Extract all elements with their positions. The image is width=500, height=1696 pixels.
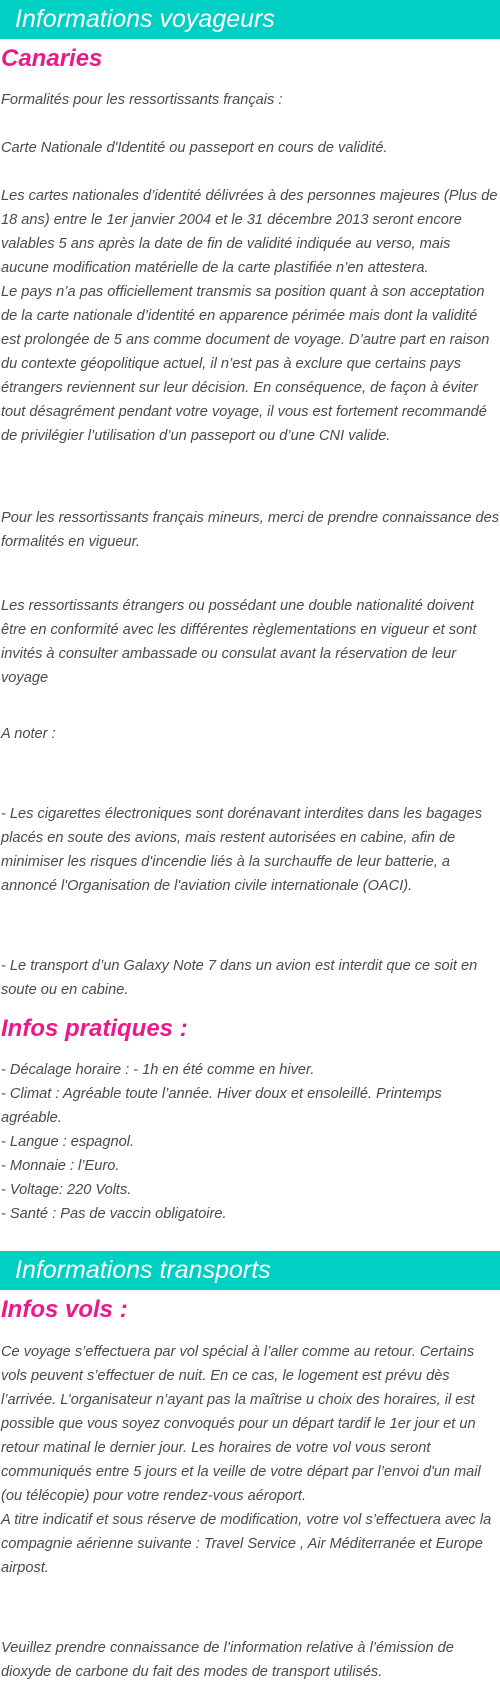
paragraph-mineurs: Pour les ressortissants français mineurs, merci de prendre connaissance des formalités en vigueur. [1,510,500,550]
practical-info-list: - Décalage horaire : - 1h en été comme en hiver. - Climat : Agréable toute l’année. Hiver doux et ensoleillé. Printemps agréable. - Langue : espagnol. - Monnaie : l’Euro. - Voltage: 220 Volts. - Santé : Pas de vaccin obligatoire. [1,1062,442,1222]
paragraph-etrangers: Les ressortissants étrangers ou possédant une double nationalité doivent être en conformité avec les différentes règlementations en vigueur et sont invités à consulter ambassade ou consulat avant la réservation de leur voyage [1,598,477,686]
section-title: Informations transports [15,1256,271,1284]
paragraph-cigarettes: - Les cigarettes électroniques sont dorénavant interdites dans les bagages placés en soute des avions, mais restent autorisées en cabine, afin de minimiser les risques d'incendie liés à la surchauffe de leur batterie, a annoncé l'Organisation de l'aviation civile internationale (OACI). [1,806,483,894]
paragraph-dioxyde: Veuillez prendre connaissance de l’information relative à l’émission de dioxyde de carbone du fait des modes de transport utilisés. [1,1640,454,1680]
section-title: Informations voyageurs [15,5,275,33]
paragraph-position-pays: Le pays n’a pas officiellement transmis sa position quant à son acceptation de la carte nationale d’identité en apparence périmée mais dont la validité est prolongée de 5 ans comme document de voyage. D’autre part en raison du contexte géopolitique actuel, il n’est pas à exclure que certains pays étrangers reviennent sur leur décision. En conséquence, de façon à éviter tout désagrément pendant votre voyage, il vous est fortement recommandé de privilégier l’utilisation d’un passeport ou d’une CNI valide. [1,284,490,444]
heading-canaries: Canaries [1,45,103,72]
paragraph-cni-validite: Les cartes nationales d’identité délivrées à des personnes majeures (Plus de 18 ans) entre le 1er janvier 2004 et le 31 décembre 2013 seront encore valables 5 ans après la date de fin de validité indiquée au verso, mais aucune modification matérielle de la carte plastifiée n’en attestera. [1,188,498,276]
paragraph-carte-identite: Carte Nationale d'Identité ou passeport en cours de validité. [1,140,388,156]
section-band-voyageurs [0,0,500,39]
paragraph-compagnie: A titre indicatif et sous réserve de modification, votre vol s’effectuera avec la compagnie aérienne suivante : Travel Service , Air Méditerranée et Europe airpost. [1,1512,492,1576]
paragraph-a-noter: A noter : [1,726,56,742]
heading-infos-vols: Infos vols : [1,1296,128,1323]
paragraph-formalites: Formalités pour les ressortissants français : [1,92,283,108]
heading-infos-pratiques: Infos pratiques : [1,1015,188,1042]
section-band-transports [0,1251,500,1290]
paragraph-vol-special: Ce voyage s’effectuera par vol spécial à l’aller comme au retour. Certains vols peuvent s’effectuer de nuit. En ce cas, le logement est prévu dès l’arrivée. L’organisateur n’ayant pas la maîtrise u choix des horaires, il est possible que vous soyez convoqués pour un départ tardif le 1er jour et un retour matinal le dernier jour. Les horaires de votre vol vous seront communiqués entre 5 jours et la veille de votre départ par l’envoi d'un mail (ou télécopie) pour votre rendez-vous aéroport. [1,1344,481,1504]
paragraph-galaxy-note: - Le transport d’un Galaxy Note 7 dans un avion est interdit que ce soit en soute ou en cabine. [1,958,478,998]
